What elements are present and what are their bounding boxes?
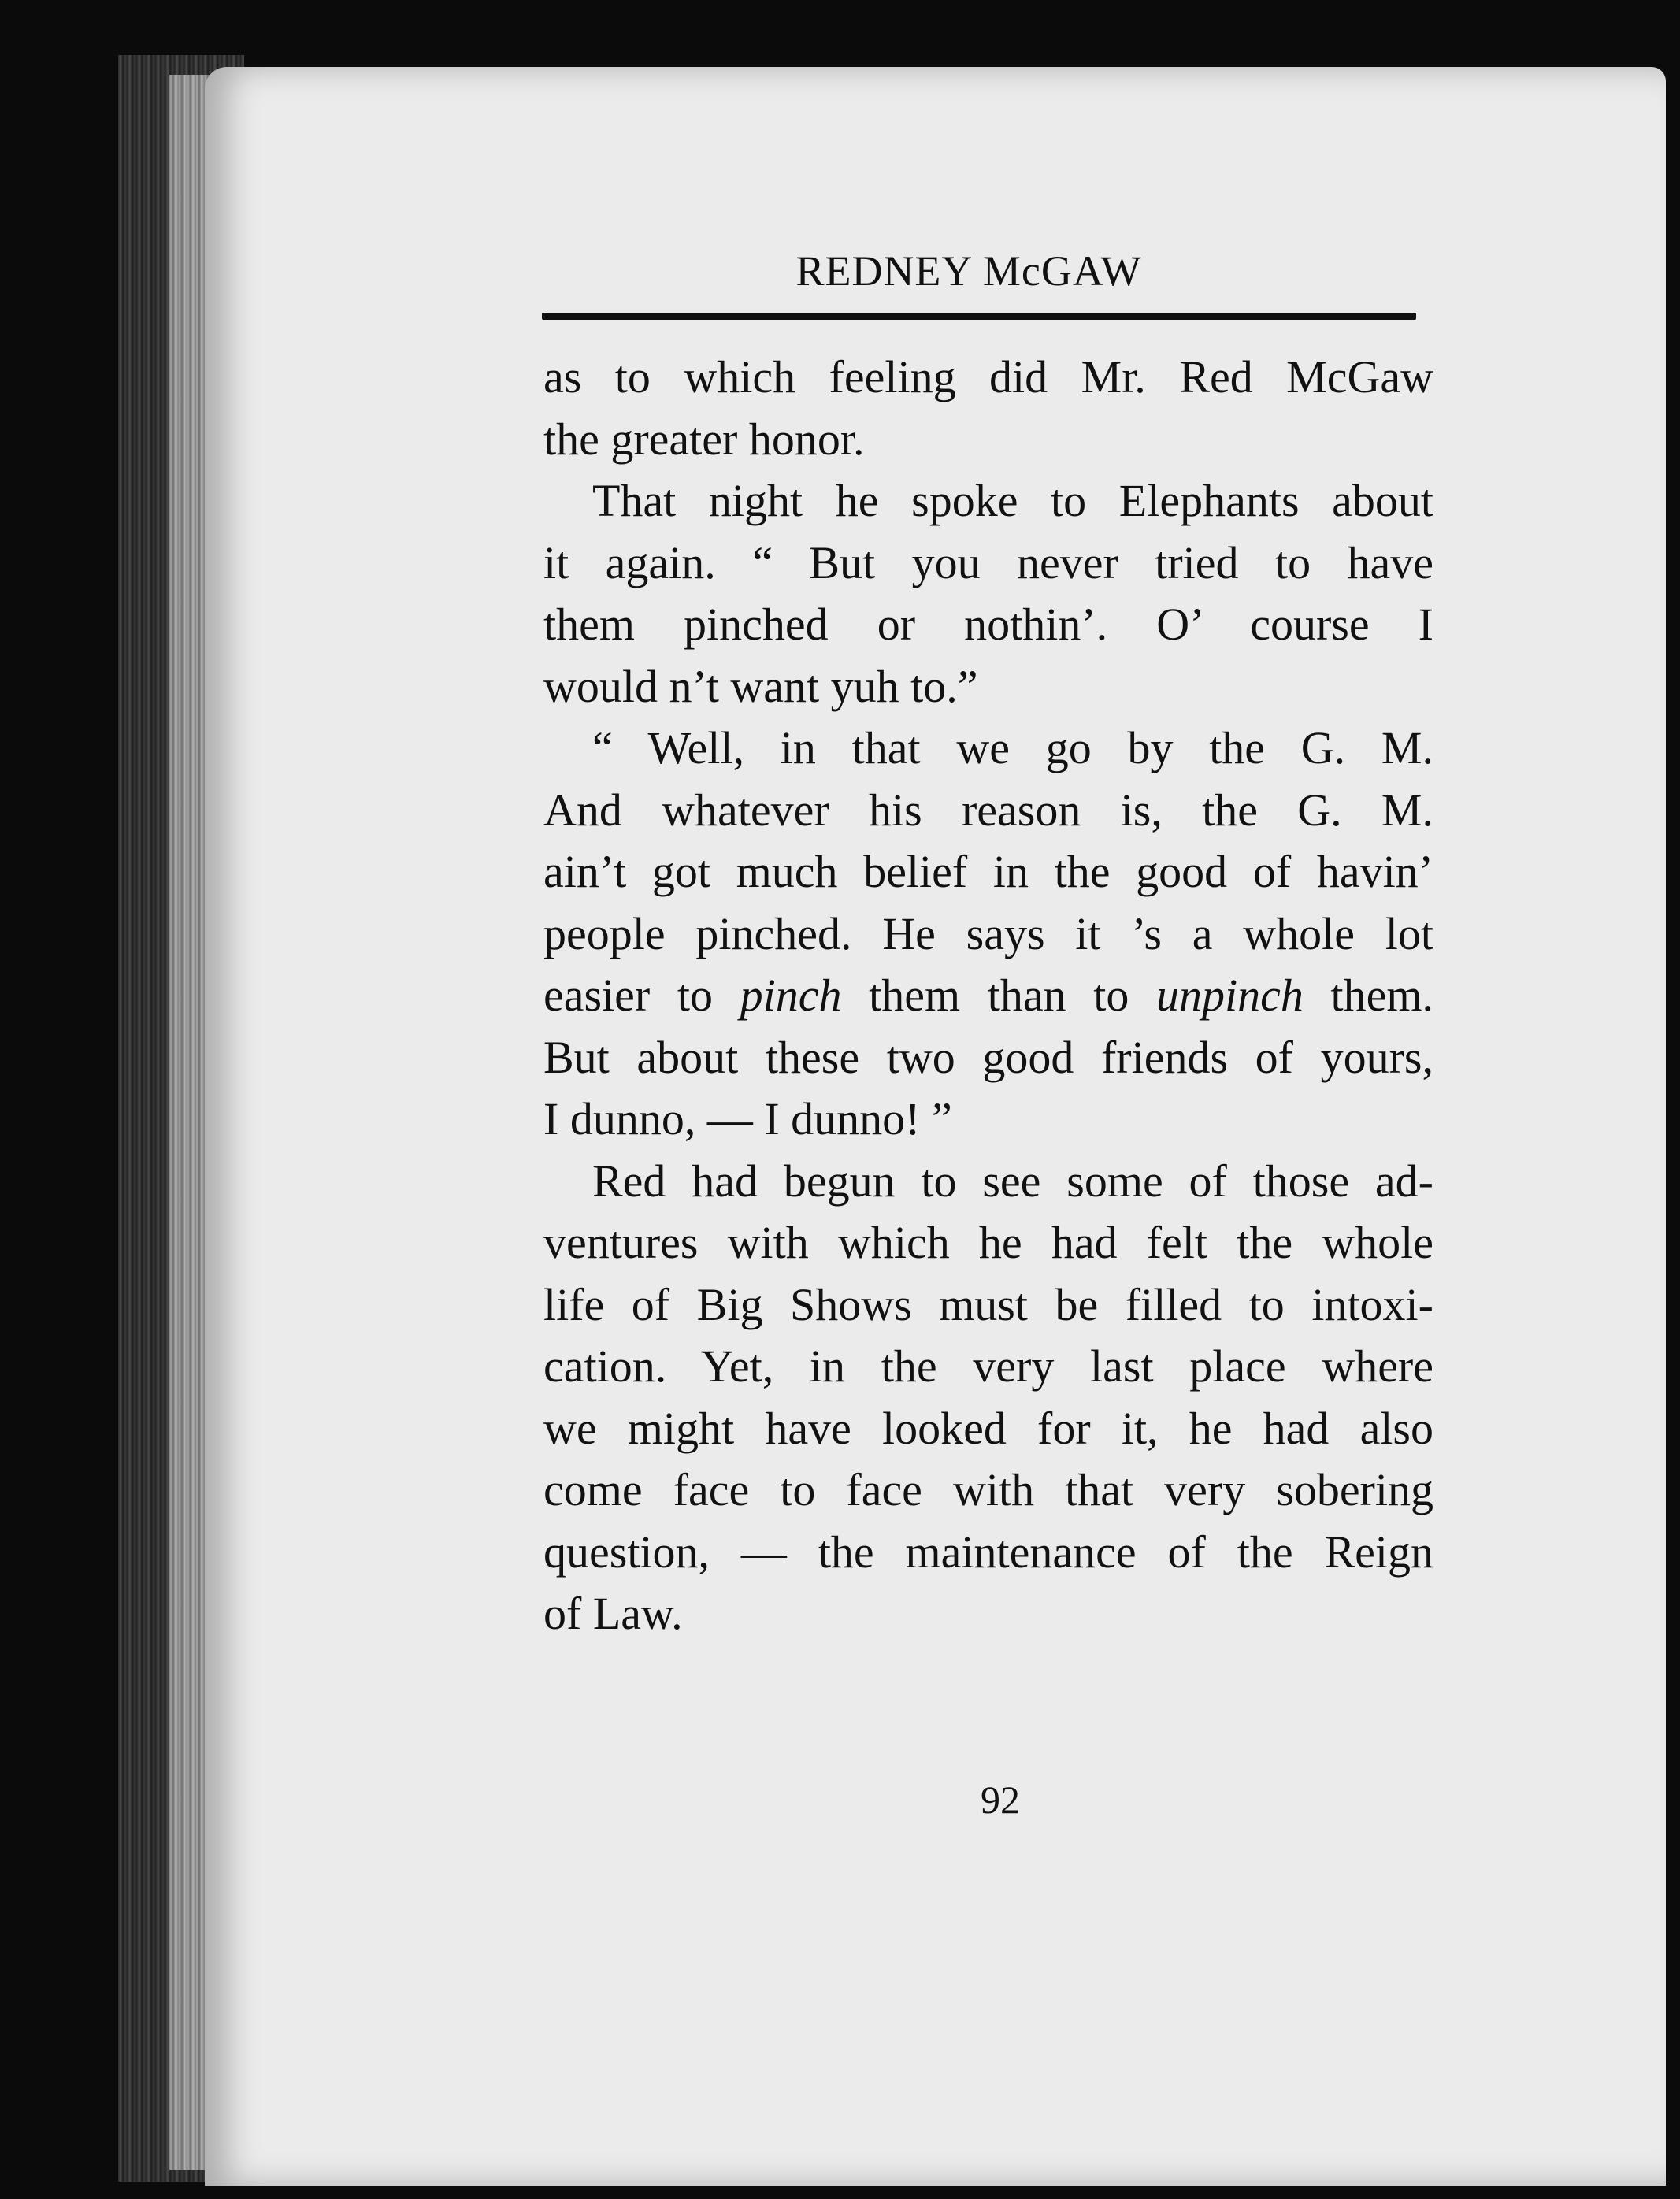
text-line: life of Big Shows must be filled to intoxi- <box>543 1278 1433 1330</box>
text-fragment: them. <box>1303 970 1433 1021</box>
paragraph <box>543 718 1433 1151</box>
text-line: we might have looked for it, he had also <box>543 1402 1433 1454</box>
text-line: “ Well, in that we go by the G. M. <box>592 722 1433 773</box>
header-rule <box>542 313 1416 320</box>
text-line: cation. Yet, in the very last place where <box>543 1341 1433 1392</box>
paragraph <box>543 347 1433 470</box>
text-line: it again. “ But you never tried to have <box>543 536 1433 588</box>
text-line: ventures with which he had felt the whole <box>543 1217 1433 1268</box>
text-line: ain’t got much belief in the good of havin’ <box>543 846 1433 897</box>
emphasis-unpinch: unpinch <box>1156 970 1304 1021</box>
text-line: people pinched. He says it ’s a whole lot <box>543 907 1433 959</box>
text-line: But about these two good friends of yours, <box>543 1031 1433 1083</box>
text-fragment: them than to <box>841 970 1157 1021</box>
running-head: REDNEY McGAW <box>795 247 1142 295</box>
body-text <box>543 347 1433 1645</box>
text-line: And whatever his reason is, the G. M. <box>543 784 1433 836</box>
text-line: Red had begun to see some of those ad- <box>592 1155 1433 1207</box>
text-line: I dunno, — I dunno! ” <box>543 1093 952 1144</box>
text-line: them pinched or nothin’. O’ course I <box>543 599 1433 650</box>
text-line: come face to face with that very sobering <box>543 1464 1433 1515</box>
text-line: of Law. <box>543 1588 683 1639</box>
text-fragment: easier to <box>543 970 740 1021</box>
page-number: 92 <box>981 1778 1020 1822</box>
emphasis-pinch: pinch <box>740 970 842 1021</box>
text-line: would n’t want yuh to.” <box>543 660 978 712</box>
paragraph <box>543 470 1433 718</box>
text-line: the greater honor. <box>543 413 865 465</box>
text-line: question, — the maintenance of the Reign <box>543 1526 1433 1578</box>
paragraph <box>543 1151 1433 1645</box>
text-line-with-emphasis <box>543 965 1433 1027</box>
text-line: as to which feeling did Mr. Red McGaw <box>543 351 1433 402</box>
text-line: That night he spoke to Elephants about <box>592 475 1433 526</box>
